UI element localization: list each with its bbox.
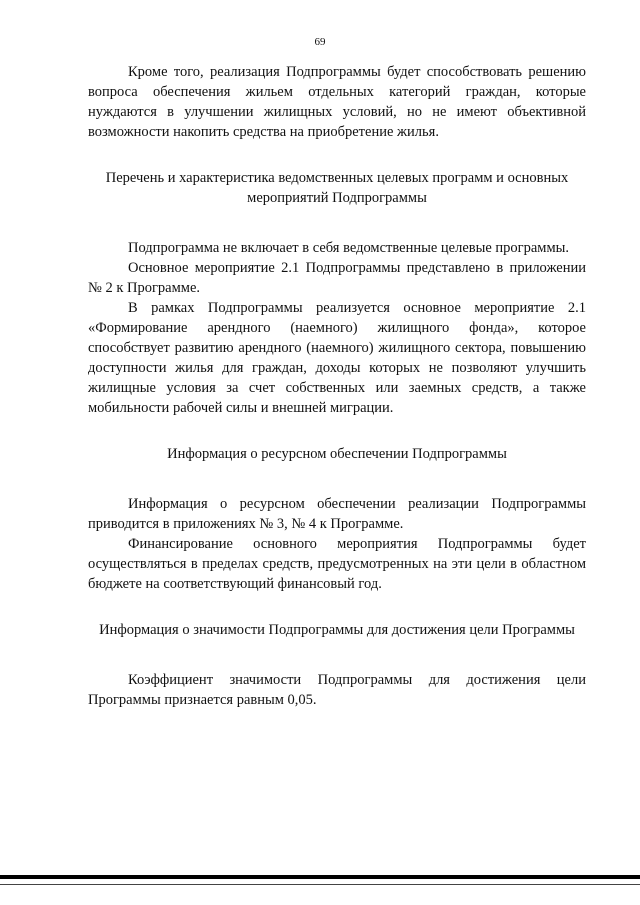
paragraph: Подпрограмма не включает в себя ведомственные целевые программы.: [128, 240, 570, 256]
page-number: 69: [314, 36, 326, 48]
document-body: [88, 62, 586, 710]
page-bottom-border: [0, 875, 640, 879]
page-bottom-border-thin: [0, 884, 640, 885]
paragraph: В рамках Подпрограммы реализуется основное мероприятие 2.1 «Формирование арендного (наемного) жилищного фонда», которое способствует развитию арендного (наемного) жилищного сектора, повышению доступности жилья для граждан, доходы которых не позволяют улучшить жилищные условия за счет собственных или заемных средств, а также мобильности рабочей силы и внешней миграции.: [88, 300, 586, 416]
paragraph: Информация о ресурсном обеспечении реализации Подпрограммы приводится в приложениях № 3, № 4 к Программе.: [88, 496, 586, 532]
section-heading: Информация о ресурсном обеспечении Подпрограммы: [167, 446, 507, 462]
paragraph: Коэффициент значимости Подпрограммы для достижения цели Программы признается равным 0,05.: [88, 672, 586, 708]
section-heading: Перечень и характеристика ведомственных целевых программ и основных мероприятий Подпрограммы: [105, 170, 569, 206]
section-heading: Информация о значимости Подпрограммы для достижения цели Программы: [99, 622, 575, 638]
paragraph: Финансирование основного мероприятия Подпрограммы будет осуществляться в пределах средств, предусмотренных на эти цели в областном бюджете на соответствующий финансовый год.: [88, 536, 586, 592]
paragraph: Кроме того, реализация Подпрограммы будет способствовать решению вопроса обеспечения жильем отдельных категорий граждан, которые нуждаются в улучшении жилищных условий, но не имеют объективной возможности накопить средства на приобретение жилья.: [88, 64, 586, 140]
paragraph: Основное мероприятие 2.1 Подпрограммы представлено в приложении № 2 к Программе.: [88, 260, 586, 296]
